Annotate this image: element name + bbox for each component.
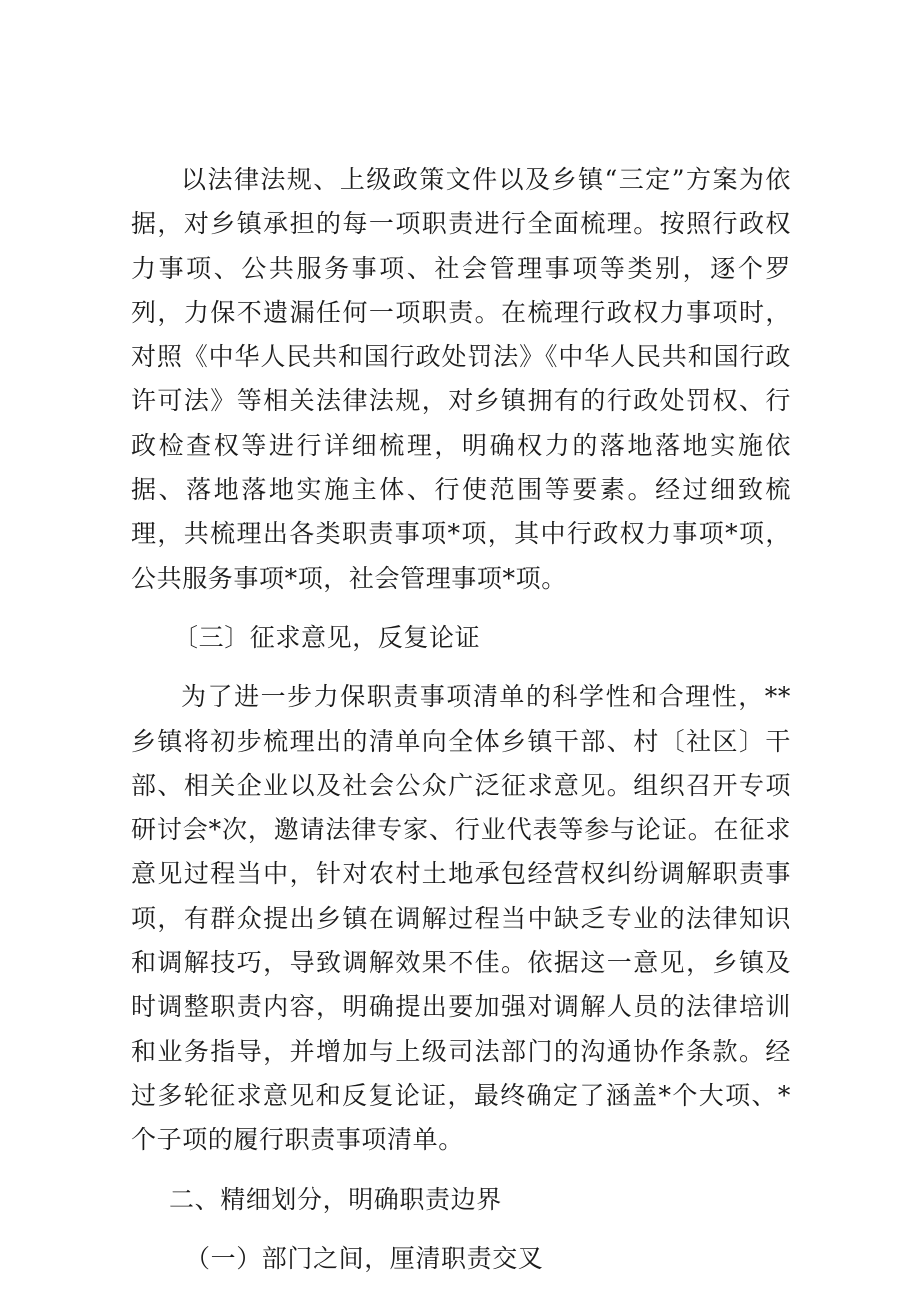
chapter-heading: 二、精细划分，明确职责边界 — [169, 1184, 502, 1214]
document-body — [131, 158, 791, 1281]
section-heading: （一）部门之间，厘清职责交叉 — [185, 1243, 544, 1273]
body-paragraph: 为了进一步力保职责事项清单的科学性和合理性，**乡镇将初步梳理出的清单向全体乡镇干部、村〔社区〕干部、相关企业以及社会公众广泛征求意见。组织召开专项研讨会*次，邀请法律专家、行业代表等参与论证。在征求意见过程当中，针对农村土地承包经营权纠纷调解职责事项，有群众提出乡镇在调解过程当中缺乏专业的法律知识和调解技巧，导致调解效果不佳。依据这一意见，乡镇及时调整职责内容，明确提出要加强对调解人员的法律培训和业务指导，并增加与上级司法部门的沟通协作条款。经过多轮征求意见和反复论证，最终确定了涵盖*个大项、*个子项的履行职责事项清单。 — [131, 682, 791, 1155]
section-heading: 〔三〕征求意见，反复论证 — [173, 622, 481, 652]
body-paragraph: 以法律法规、上级政策文件以及乡镇“三定”方案为依据，对乡镇承担的每一项职责进行全面梳理。按照行政权力事项、公共服务事项、社会管理事项等类别，逐个罗列，力保不遗漏任何一项职责。在梳理行政权力事项时，对照《中华人民共和国行政处罚法》《中华人民共和国行政许可法》等相关法律法规，对乡镇拥有的行政处罚权、行政检查权等进行详细梳理，明确权力的落地落地实施依据、落地落地实施主体、行使范围等要素。经过细致梳理，共梳理出各类职责事项*项，其中行政权力事项*项，公共服务事项*项，社会管理事项*项。 — [131, 165, 791, 593]
